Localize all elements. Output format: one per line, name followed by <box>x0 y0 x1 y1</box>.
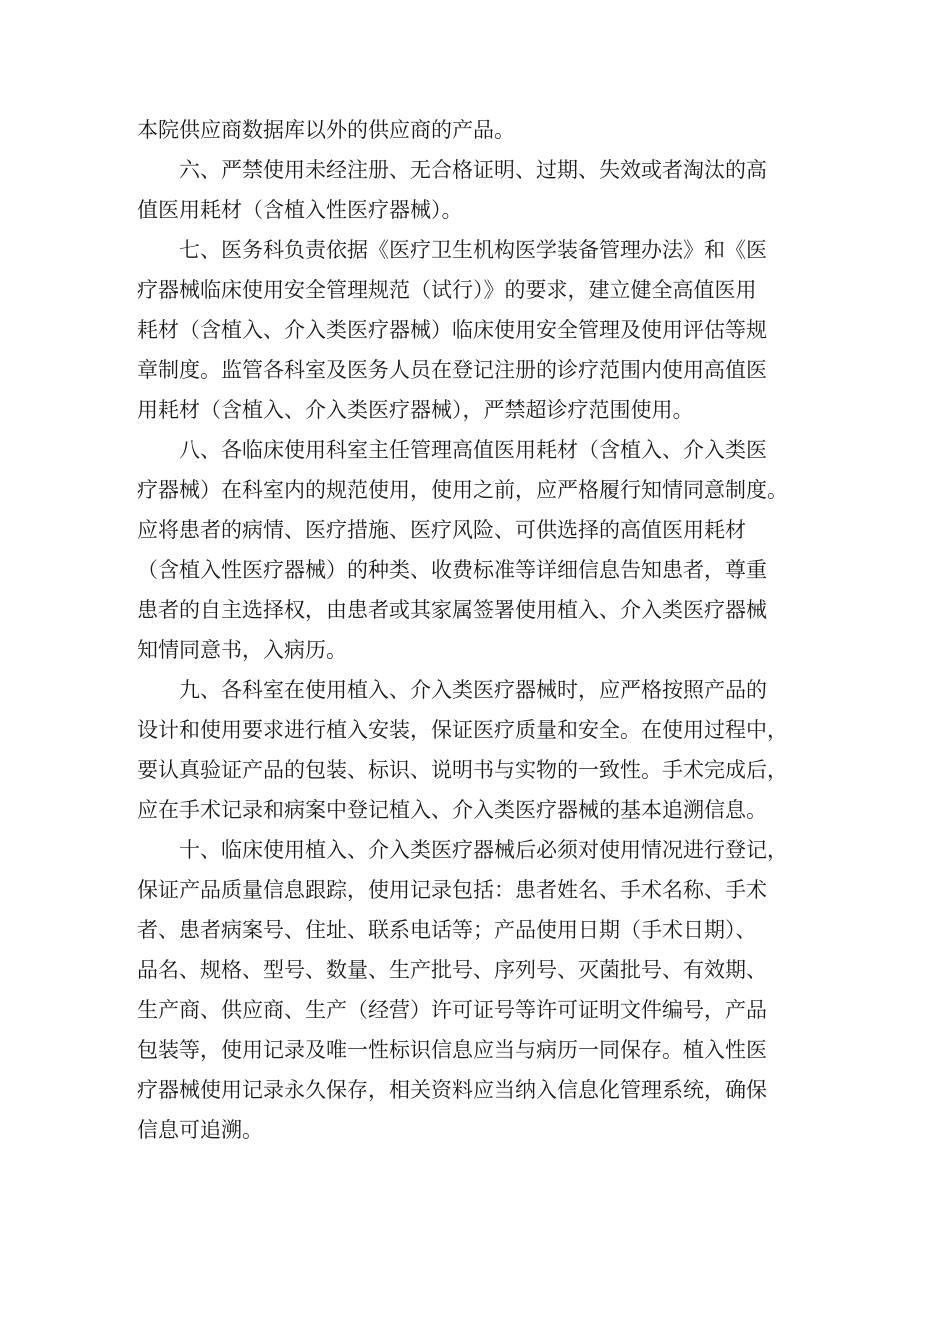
text-line: 设计和使用要求进行植入安装，保证医疗质量和安全。在使用过程中， <box>137 718 788 742</box>
paragraph-9-line: 九、各科室在使用植入、介入类医疗器械时，应严格按照产品的 <box>179 678 767 702</box>
text-line: 要认真验证产品的包装、标识、说明书与实物的一致性。手术完成后， <box>137 758 788 782</box>
paragraph-7-line: 七、医务科负责依据《医疗卫生机构医学装备管理办法》和《医 <box>179 238 767 262</box>
paragraph-10-line: 十、临床使用植入、介入类医疗器械后必须对使用情况进行登记， <box>179 838 788 862</box>
text-line: 值医用耗材（含植入性医疗器械）。 <box>137 198 463 222</box>
document-body <box>137 110 813 1150</box>
text-line: 生产商、供应商、生产（经营）许可证号等许可证明文件编号，产品 <box>137 998 767 1022</box>
text-line: 疗器械使用记录永久保存，相关资料应当纳入信息化管理系统，确保 <box>137 1078 767 1102</box>
text-line: 品名、规格、型号、数量、生产批号、序列号、灭菌批号、有效期、 <box>137 958 767 982</box>
text-line: 知情同意书，入病历。 <box>137 638 347 662</box>
text-line: 疗器械）在科室内的规范使用，使用之前，应严格履行知情同意制度。 <box>137 478 788 502</box>
text-line: 包装等，使用记录及唯一性标识信息应当与病历一同保存。植入性医 <box>137 1038 767 1062</box>
text-line: 耗材（含植入、介入类医疗器械）临床使用安全管理及使用评估等规 <box>137 318 767 342</box>
text-line: 者、患者病案号、住址、联系电话等；产品使用日期（手术日期）、 <box>137 918 757 942</box>
text-line: 信息可追溯。 <box>137 1118 263 1142</box>
paragraph-8-line: 八、各临床使用科室主任管理高值医用耗材（含植入、介入类医 <box>179 438 767 462</box>
text-line: （含植入性医疗器械）的种类、收费标准等详细信息告知患者，尊重 <box>137 558 767 582</box>
text-line: 应将患者的病情、医疗措施、医疗风险、可供选择的高值医用耗材 <box>137 518 746 542</box>
text-line: 章制度。监管各科室及医务人员在登记注册的诊疗范围内使用高值医 <box>137 358 767 382</box>
text-line: 疗器械临床使用安全管理规范（试行）》的要求，建立健全高值医用 <box>137 278 757 302</box>
text-line: 保证产品质量信息跟踪，使用记录包括：患者姓名、手术名称、手术 <box>137 878 767 902</box>
paragraph-6-line: 六、严禁使用未经注册、无合格证明、过期、失效或者淘汰的高 <box>179 158 767 182</box>
text-line: 本院供应商数据库以外的供应商的产品。 <box>137 118 515 142</box>
text-line: 用耗材（含植入、介入类医疗器械），严禁超诊疗范围使用。 <box>137 398 694 422</box>
text-line: 应在手术记录和病案中登记植入、介入类医疗器械的基本追溯信息。 <box>137 798 767 822</box>
text-line: 患者的自主选择权，由患者或其家属签署使用植入、介入类医疗器械 <box>137 598 767 622</box>
